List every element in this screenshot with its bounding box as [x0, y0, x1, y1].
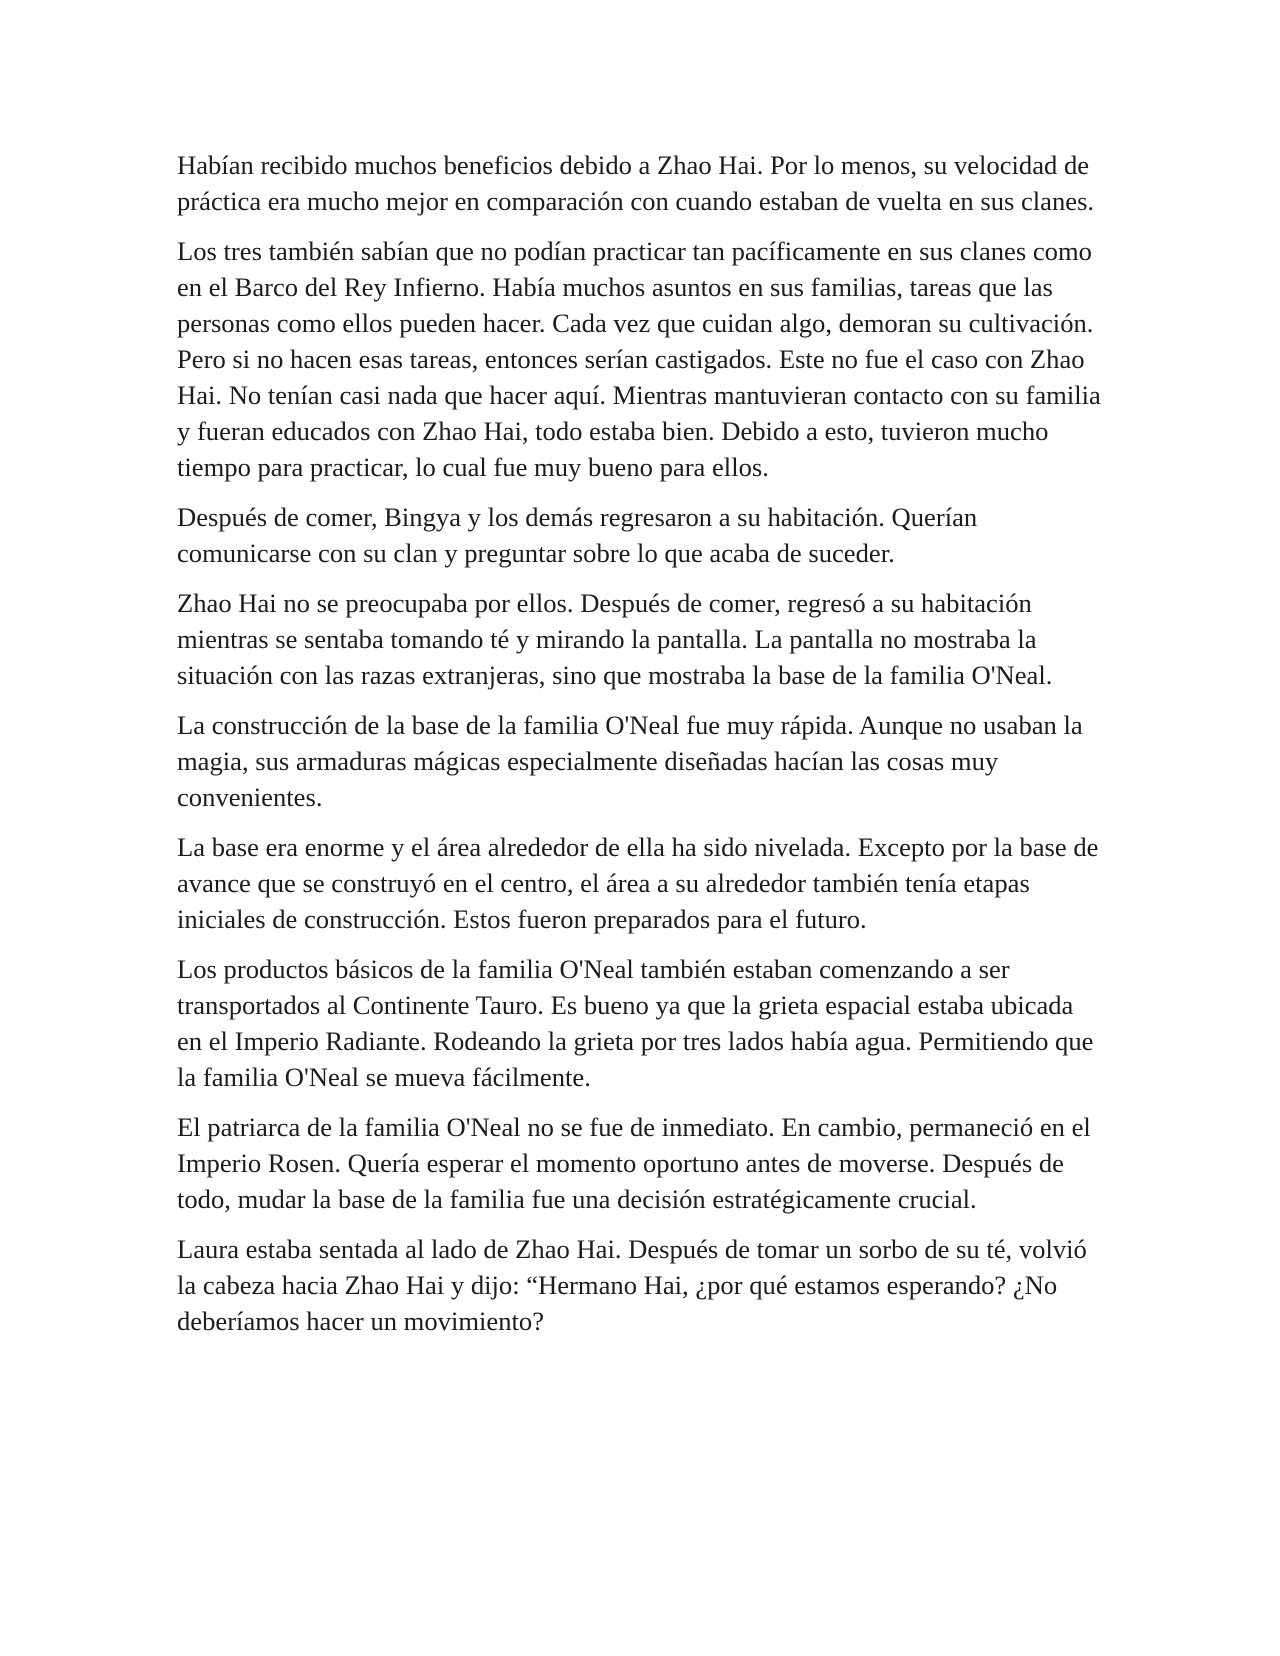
- document-body: [177, 147, 1102, 1353]
- paragraph: El patriarca de la familia O'Neal no se fue de inmediato. En cambio, permaneció en el Imperio Rosen. Quería esperar el momento oportuno antes de moverse. Después de todo, mudar la base de la familia fue una decisión estratégicamente crucial.: [177, 1112, 1091, 1214]
- paragraph: Laura estaba sentada al lado de Zhao Hai. Después de tomar un sorbo de su té, volvió la cabeza hacia Zhao Hai y dijo: “Hermano Hai, ¿por qué estamos esperando? ¿No deberíamos hacer un movimiento?: [177, 1234, 1087, 1336]
- paragraph: La construcción de la base de la familia O'Neal fue muy rápida. Aunque no usaban la magia, sus armaduras mágicas especialmente diseñadas hacían las cosas muy convenientes.: [177, 710, 1083, 812]
- paragraph: Habían recibido muchos beneficios debido a Zhao Hai. Por lo menos, su velocidad de práctica era mucho mejor en comparación con cuando estaban de vuelta en sus clanes.: [177, 150, 1095, 216]
- paragraph: Los productos básicos de la familia O'Neal también estaban comenzando a ser transportados al Continente Tauro. Es bueno ya que la grieta espacial estaba ubicada en el Imperio Radiante. Rodeando la grieta por tres lados había agua. Permitiendo que la familia O'Neal se mueva fácilmente.: [177, 954, 1094, 1092]
- paragraph: Zhao Hai no se preocupaba por ellos. Después de comer, regresó a su habitación mientras se sentaba tomando té y mirando la pantalla. La pantalla no mostraba la situación con las razas extranjeras, sino que mostraba la base de la familia O'Neal.: [177, 588, 1053, 690]
- paragraph: La base era enorme y el área alrededor de ella ha sido nivelada. Excepto por la base de avance que se construyó en el centro, el área a su alrededor también tenía etapas iniciales de construcción. Estos fueron preparados para el futuro.: [177, 832, 1099, 934]
- paragraph: Los tres también sabían que no podían practicar tan pacíficamente en sus clanes como en el Barco del Rey Infierno. Había muchos asuntos en sus familias, tareas que las personas como ellos pueden hacer. Cada vez que cuidan algo, demoran su cultivación. Pero si no hacen esas tareas, entonces serían castigados. Este no fue el caso con Zhao Hai. No tenían casi nada que hacer aquí. Mientras mantuvieran contacto con su familia y fueran educados con Zhao Hai, todo estaba bien. Debido a esto, tuvieron mucho tiempo para practicar, lo cual fue muy bueno para ellos.: [177, 236, 1101, 482]
- paragraph: Después de comer, Bingya y los demás regresaron a su habitación. Querían comunicarse con su clan y preguntar sobre lo que acaba de suceder.: [177, 502, 978, 568]
